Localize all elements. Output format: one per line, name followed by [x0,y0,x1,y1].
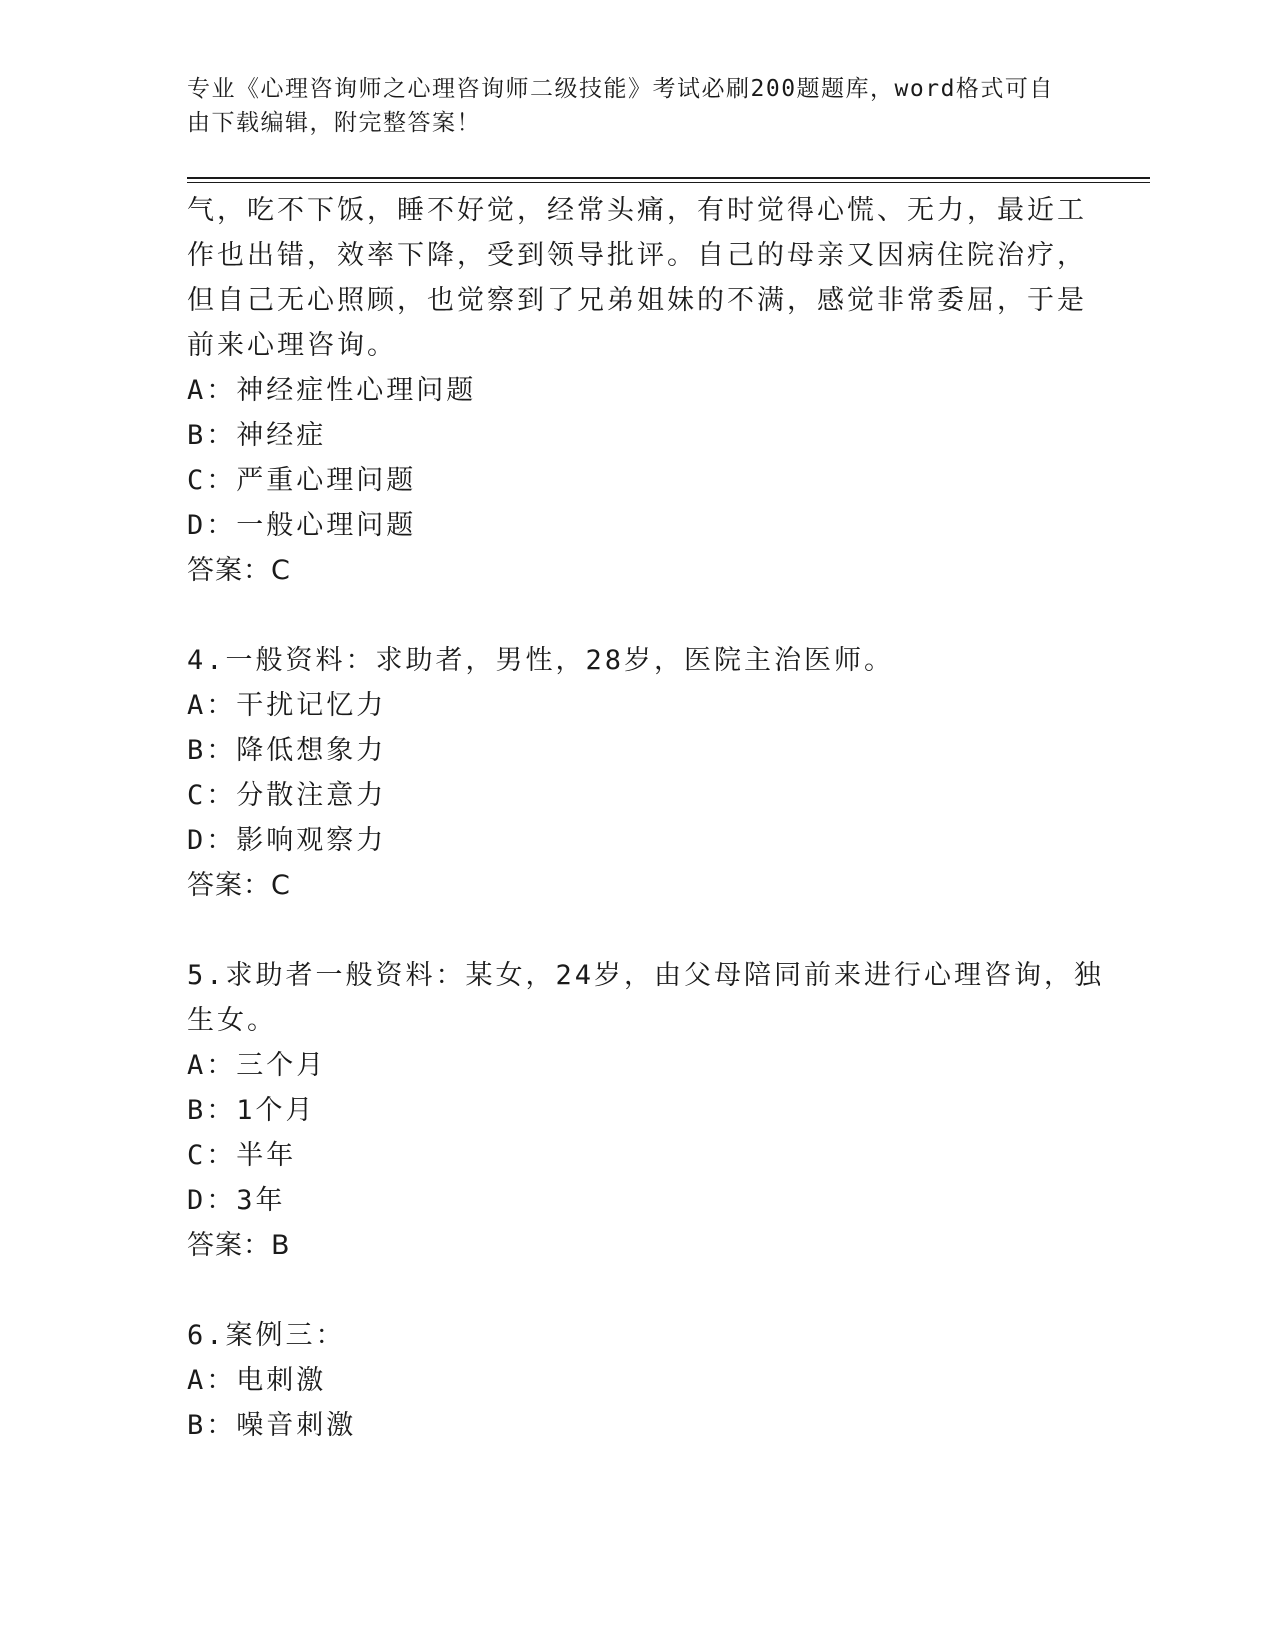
header-title-line-1: 专业《心理咨询师之心理咨询师二级技能》考试必刷200题题库，word格式可自 [187,76,1054,102]
question-list [187,188,1105,1448]
question-stem: 4.一般资料：求助者，男性，28岁，医院主治医师。 [187,645,895,676]
option-a: A：神经症性心理问题 [187,375,477,406]
answer-label: 答案：B [187,1230,291,1261]
option-d: D：3年 [187,1185,286,1216]
option-a: A：三个月 [187,1050,327,1081]
stem-line: 但自己无心照顾，也觉察到了兄弟姐妹的不满，感觉非常委屈，于是 [187,285,1087,316]
option-c: C：半年 [187,1140,297,1171]
spacer [187,593,1067,638]
question-stem: 6.案例三： [187,1320,346,1351]
answer-label: 答案：C [187,555,291,586]
spacer [187,908,1067,953]
question-3 [187,188,1087,593]
option-d: D：影响观察力 [187,825,387,856]
option-d: D：一般心理问题 [187,510,417,541]
option-c: C：严重心理问题 [187,465,417,496]
question-5 [187,953,1105,1268]
stem-line: 作也出错，效率下降，受到领导批评。自己的母亲又因病住院治疗， [187,240,1087,271]
question-6 [187,1313,1067,1448]
spacer [187,1268,1067,1313]
option-b: B：1个月 [187,1095,316,1126]
option-c: C：分散注意力 [187,780,387,811]
option-b: B：噪音刺激 [187,1410,357,1441]
option-a: A：电刺激 [187,1365,327,1396]
page-header [187,72,1067,140]
question-stem [187,953,1105,1043]
question-stem [187,188,1087,368]
stem-line: 前来心理咨询。 [187,330,397,361]
stem-line: 气，吃不下饭，睡不好觉，经常头痛，有时觉得心慌、无力，最近工 [187,195,1087,226]
option-b: B：降低想象力 [187,735,387,766]
question-4 [187,638,1067,908]
stem-line: 5.求助者一般资料：某女，24岁，由父母陪同前来进行心理咨询，独 [187,960,1105,991]
header-title-line-2: 由下载编辑，附完整答案！ [187,110,481,136]
stem-line: 生女。 [187,1005,277,1036]
header-divider-thick [187,177,1150,179]
option-a: A：干扰记忆力 [187,690,387,721]
answer-label: 答案：C [187,870,291,901]
option-b: B：神经症 [187,420,327,451]
header-divider-thin [187,182,1150,183]
